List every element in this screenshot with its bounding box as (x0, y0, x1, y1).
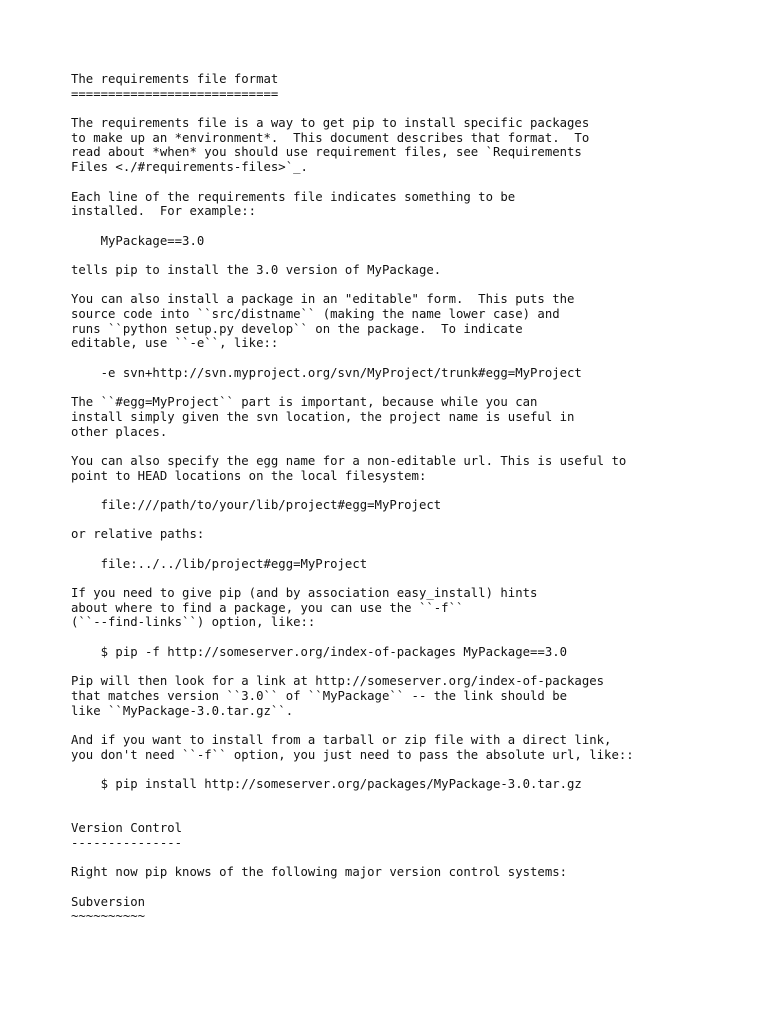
blank-line (71, 806, 761, 821)
text-line: The requirements file format (71, 72, 279, 86)
text-line: other places. (71, 424, 168, 439)
text-line: read about *when* you should use requirement files, see `Requirements (71, 145, 582, 160)
text-line: The ``#egg=MyProject`` part is important, because while you can (71, 395, 538, 410)
text-line: that matches version ``3.0`` of ``MyPackage`` -- the link should be (71, 688, 568, 703)
text-line: Each line of the requirements file indicates something to be (71, 189, 516, 204)
document-page (71, 72, 761, 924)
text-line: The requirements file is a way to get pip to install specific packages (71, 116, 590, 131)
text-line: editable, use ``-e``, like:: (71, 336, 279, 351)
blank-line (71, 351, 761, 366)
blank-line (71, 439, 761, 454)
blank-line (71, 483, 761, 498)
code-line: $ pip -f http://someserver.org/index-of-packages MyPackage==3.0 (71, 644, 568, 659)
text-line: about where to find a package, you can use the ``-f`` (71, 600, 464, 615)
blank-line (71, 718, 761, 733)
text-line: Right now pip knows of the following major version control systems: (71, 865, 568, 880)
text-line: Subversion (71, 894, 146, 909)
blank-line (71, 380, 761, 395)
text-line: point to HEAD locations on the local filesystem: (71, 468, 427, 483)
text-line: tells pip to install the 3.0 version of MyPackage. (71, 262, 442, 277)
blank-line (71, 278, 761, 293)
blank-line (71, 792, 761, 807)
text-line: You can also install a package in an "editable" form. This puts the (71, 292, 575, 307)
code-line: $ pip install http://someserver.org/packages/MyPackage-3.0.tar.gz (71, 777, 582, 791)
text-line: If you need to give pip (and by association easy_install) hints (71, 586, 538, 601)
text-line: And if you want to install from a tarball or zip file with a direct link, (71, 732, 612, 747)
text-line: Files <./#requirements-files>`_. (71, 160, 308, 175)
text-line: you don't need ``-f`` option, you just need to pass the absolute url, like:: (71, 747, 634, 762)
text-line: Version Control (71, 821, 183, 836)
blank-line (71, 762, 761, 777)
blank-line (71, 175, 761, 190)
blank-line (71, 219, 761, 234)
text-line: like ``MyPackage-3.0.tar.gz``. (71, 703, 294, 718)
text-line: runs ``python setup.py develop`` on the package. To indicate (71, 321, 523, 336)
text-line: source code into ``src/distname`` (making the name lower case) and (71, 307, 560, 321)
text-line: or relative paths: (71, 527, 205, 542)
blank-line (71, 513, 761, 528)
text-line: You can also specify the egg name for a non-editable url. This is useful to (71, 453, 627, 468)
heading-underline: ============================ (71, 86, 279, 101)
code-line: -e svn+http://svn.myproject.org/svn/MyProject/trunk#egg=MyProject (71, 365, 582, 380)
blank-line (71, 630, 761, 645)
text-line: (``--find-links``) option, like:: (71, 615, 316, 630)
heading-underline: --------------- (71, 835, 183, 850)
blank-line (71, 248, 761, 263)
blank-line (71, 571, 761, 586)
blank-line (71, 101, 761, 116)
text-line: to make up an *environment*. This document describes that format. To (71, 130, 590, 145)
code-line: MyPackage==3.0 (71, 233, 205, 248)
code-line: file:../../lib/project#egg=MyProject (71, 556, 368, 571)
blank-line (71, 660, 761, 675)
heading-underline: ~~~~~~~~~~ (71, 909, 146, 924)
text-line: install simply given the svn location, the project name is useful in (71, 409, 575, 424)
text-line: installed. For example:: (71, 204, 257, 219)
code-line: file:///path/to/your/lib/project#egg=MyProject (71, 497, 442, 512)
blank-line (71, 542, 761, 557)
text-line: Pip will then look for a link at http://someserver.org/index-of-packages (71, 674, 605, 689)
blank-line (71, 850, 761, 865)
blank-line (71, 880, 761, 895)
